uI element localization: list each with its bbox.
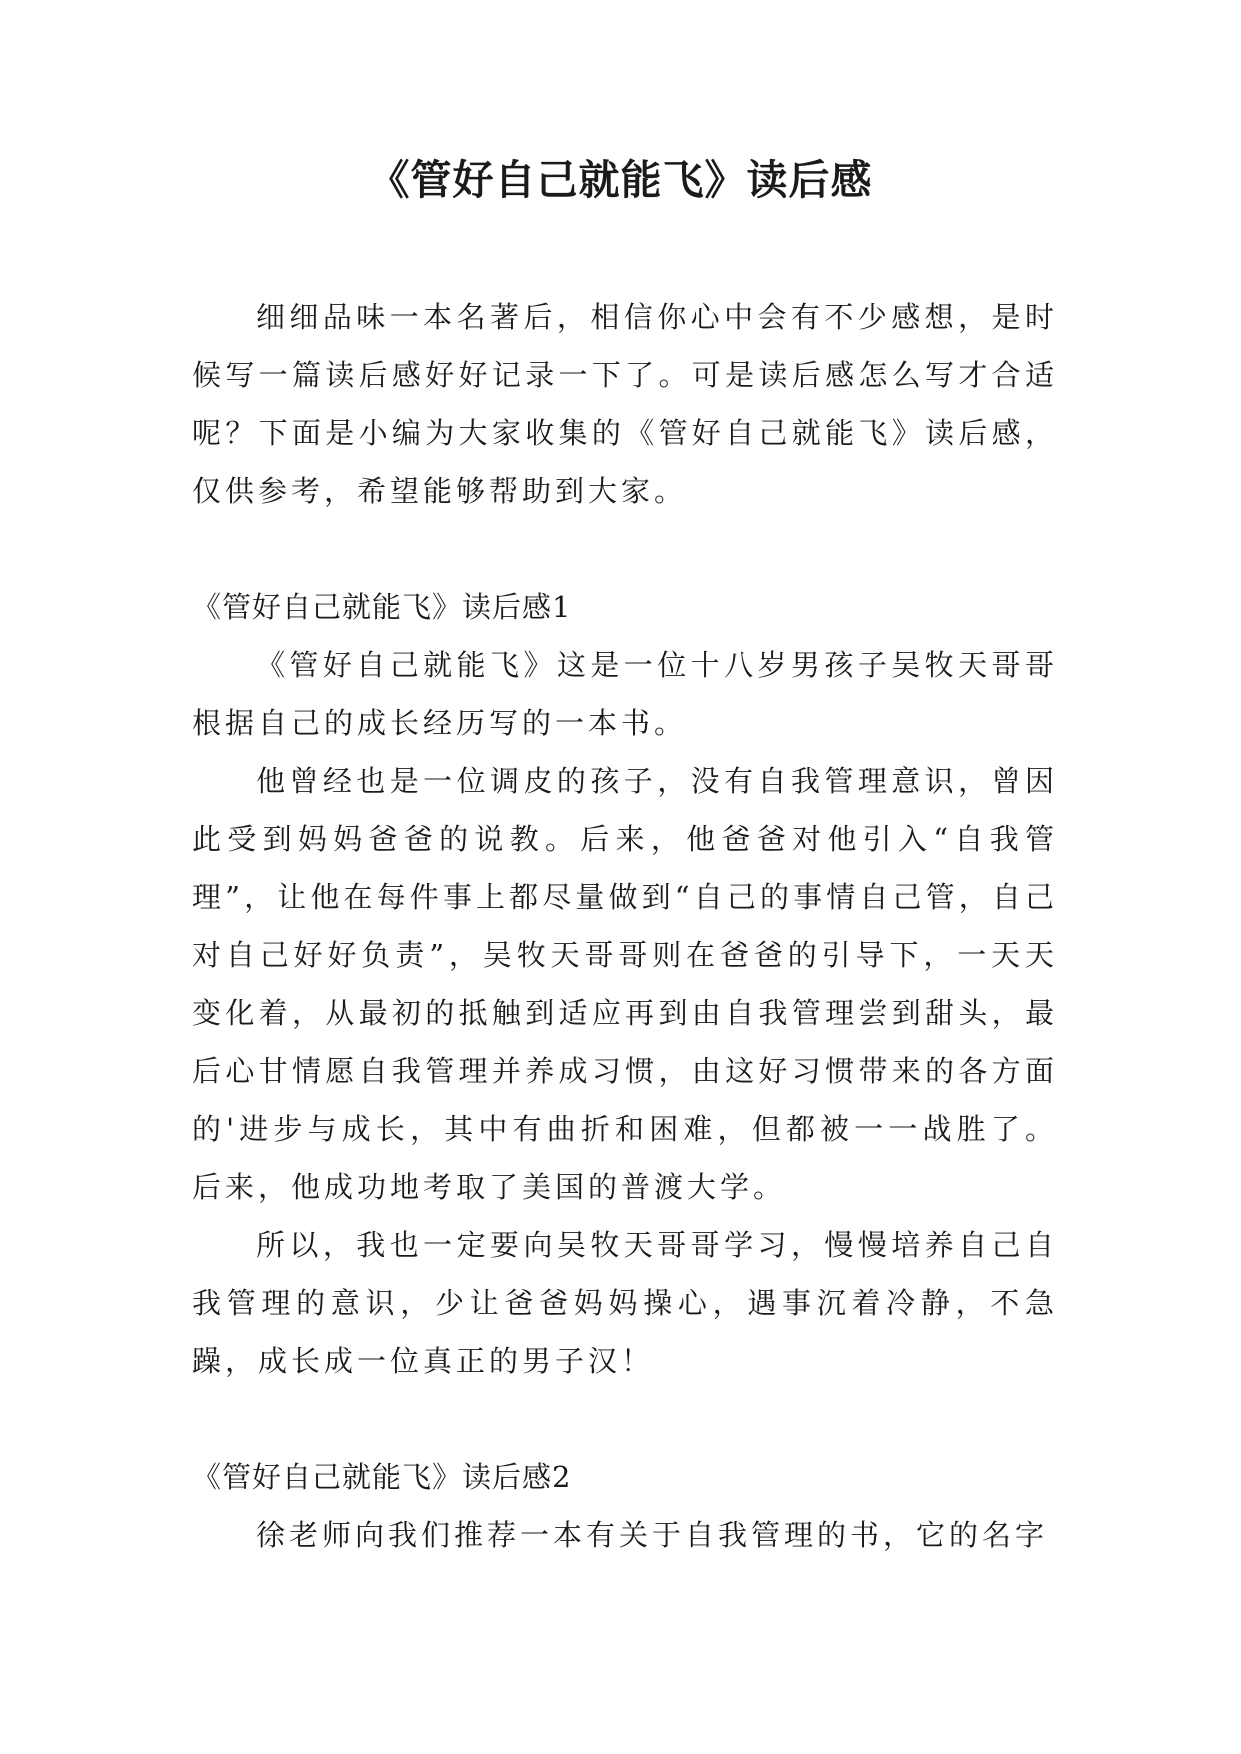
body-paragraph: 所以，我也一定要向吴牧天哥哥学习，慢慢培养自己自我管理的意识，少让爸爸妈妈操心，遇事沉着冷静，不急躁，成长成一位真正的男子汉！ (192, 1228, 1058, 1378)
document-title: 《管好自己就能飞》读后感 (368, 156, 873, 204)
document-body (192, 288, 1058, 1564)
section-1 (192, 578, 1058, 1390)
section-heading: 《管好自己就能飞》读后感2 (192, 1460, 572, 1494)
body-paragraph: 《管好自己就能飞》这是一位十八岁男孩子吴牧天哥哥根据自己的成长经历写的一本书。 (192, 648, 1058, 740)
section-2 (192, 1448, 1058, 1564)
body-paragraph: 徐老师向我们推荐一本有关于自我管理的书，它的名字 (256, 1518, 1049, 1552)
intro-paragraph: 细细品味一本名著后，相信你心中会有不少感想，是时候写一篇读后感好好记录一下了。可是读后感怎么写才合适呢？下面是小编为大家收集的《管好自己就能飞》读后感，仅供参考，希望能够帮助到大家。 (192, 300, 1058, 508)
body-paragraph: 他曾经也是一位调皮的孩子，没有自我管理意识，曾因此受到妈妈爸爸的说教。后来，他爸爸对他引入“自我管理”，让他在每件事上都尽量做到“自己的事情自己管，自己对自己好好负责”，吴牧天哥哥则在爸爸的引导下，一天天变化着，从最初的抵触到适应再到由自我管理尝到甜头，最后心甘情愿自我管理并养成习惯，由这好习惯带来的各方面的'进步与成长，其中有曲折和困难，但都被一一战胜了。后来，他成功地考取了美国的普渡大学。 (192, 764, 1058, 1204)
section-heading: 《管好自己就能飞》读后感1 (192, 590, 572, 624)
